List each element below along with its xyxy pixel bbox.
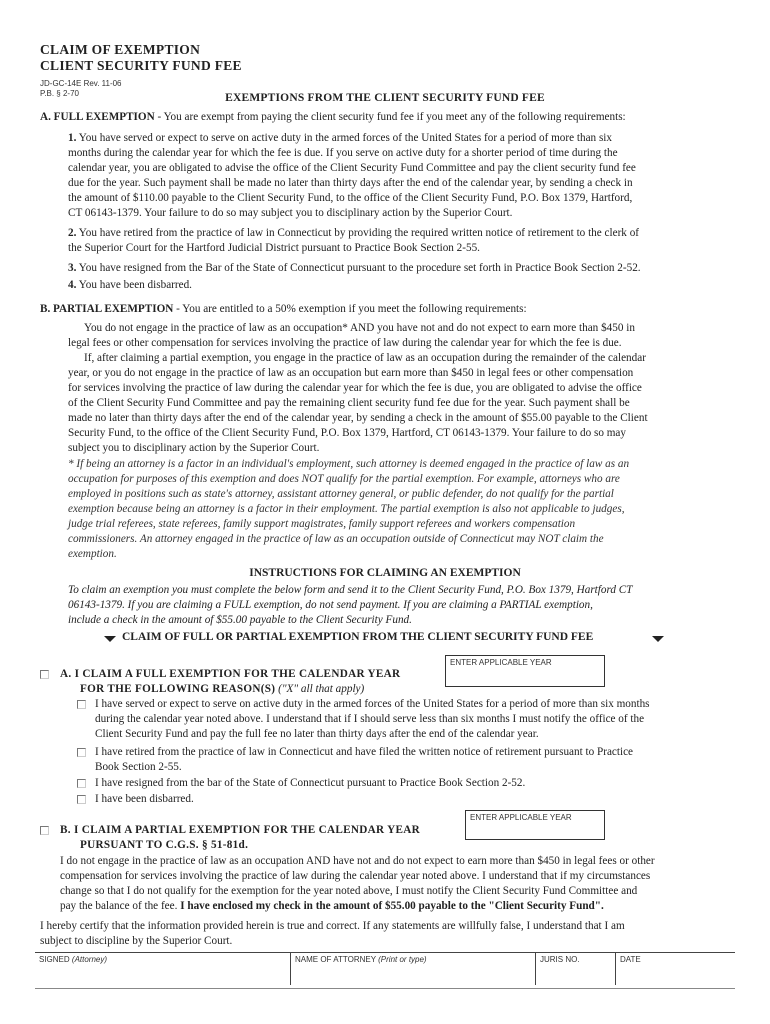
reason-checkbox-active-duty[interactable] — [77, 700, 86, 709]
full-claim-line-1: A. I CLAIM A FULL EXEMPTION FOR THE CALENDAR YEAR — [60, 668, 401, 680]
instructions-text — [68, 583, 758, 628]
para-line: Security Fund, to the office of the Client Security Fund, P.O. Box 1379, Hartford, CT 06143-1379. Your failure to do so may — [68, 427, 626, 439]
signed-note: (Attorney) — [71, 955, 108, 964]
juris-no-field[interactable] — [535, 953, 615, 985]
reason-disbarred: I have been disbarred. — [95, 793, 194, 805]
signed-label: SIGNED — [39, 955, 70, 964]
full-claim-reason-label: FOR THE FOLLOWING REASON(S) — [80, 683, 276, 695]
partial-claim-line-1: B. I CLAIM A PARTIAL EXEMPTION FOR THE CALENDAR YEAR — [60, 824, 420, 836]
item-line: the Superior Court for the Hartford Judicial District pursuant to Practice Book Section 2-55. — [68, 242, 480, 254]
reason-resigned: I have resigned from the bar of the State of Connecticut pursuant to Practice Book Section 2-52. — [95, 777, 526, 789]
item-line: calendar year, you are obligated to advise the office of the Client Security Fund Committee and pay the client security fund fee — [68, 162, 636, 174]
para-line: year, or you do not engage in the practice of law as an occupation but earn more than $450 in legal fees or other compensation — [68, 367, 634, 379]
item-number: 4. — [68, 279, 77, 291]
bottom-rule — [35, 988, 735, 989]
item-line: CT 06143-1379. Your failure to do so may subject you to disciplinary action by the Superior Court. — [68, 207, 513, 219]
triangle-down-icon — [104, 636, 116, 642]
partial-claim-text — [60, 854, 760, 914]
para-line: for services involving the practice of law during the calendar year for which the fee is due, you are obligated to advise the office — [68, 382, 642, 394]
year-input-full[interactable] — [445, 655, 605, 687]
partial-claim-payment-statement: I have enclosed my check in the amount of $55.00 payable to the "Client Security Fund". — [180, 900, 604, 912]
para-line: subject you to disciplinary action by the Superior Court. — [68, 442, 320, 454]
reason-line: I have retired from the practice of law in Connecticut and have filed the written notice of retirement pursuant to Practice — [95, 746, 634, 758]
para-line: of the Client Security Fund Committee and pay the remaining client security fund fee due for the year. Such payment shall be — [68, 397, 630, 409]
partial-exemption-intro: - You are entitled to a 50% exemption if you meet the following requirements: — [173, 303, 527, 315]
form-number: JD-GC-14E Rev. 11-06 — [40, 79, 122, 88]
reason-checkbox-retired[interactable] — [77, 748, 86, 757]
para-line: made no later than thirty days after the end of the calendar year, by sending a check in the amount of $55.00 payable to the Client — [68, 412, 648, 424]
reason-line: Book Section 2-55. — [95, 761, 182, 773]
footnote-line: occupation for purposes of this exemption and does NOT qualify for the partial exemption. For example, attorneys who are — [68, 473, 620, 485]
certification-line: I hereby certify that the information provided herein is true and correct. If any statements are willfully false, I understand that I am — [40, 920, 625, 932]
title-line-1: CLAIM OF EXEMPTION — [40, 42, 201, 57]
signature-row — [35, 952, 735, 989]
partial-exemption-checkbox[interactable] — [40, 826, 49, 835]
partial-para-2-first — [84, 351, 764, 366]
full-exemption-item-2 — [68, 226, 758, 256]
footnote-line: employed in positions such as state's attorney, assistant attorney general, or public defender, do not qualify for the partial — [68, 488, 614, 500]
full-exemption-item-3 — [68, 261, 758, 276]
full-exemption-label: A. FULL EXEMPTION — [40, 111, 155, 123]
partial-claim-line: I do not engage in the practice of law as an occupation AND have not and do not expect to earn more than $450 in legal fees or other — [60, 855, 655, 867]
full-exemption-intro: - You are exempt from paying the client security fund fee if you meet any of the following requirements: — [154, 111, 626, 123]
reason-line: Client Security Fund and pay the full fee no later than thirty days after the end of the calendar year. — [95, 728, 539, 740]
item-line: You have resigned from the Bar of the State of Connecticut pursuant to the procedure set forth in Practice Book Section 2-52. — [78, 262, 641, 274]
partial-claim-line: change so that I do not qualify for the exemption for the year noted above, I must notify the Client Security Fund Committee and — [60, 885, 638, 897]
triangle-down-icon — [652, 636, 664, 642]
year-box-label: ENTER APPLICABLE YEAR — [470, 813, 572, 822]
claim-heading: CLAIM OF FULL OR PARTIAL EXEMPTION FROM THE CLIENT SECURITY FUND FEE — [122, 631, 594, 643]
partial-para-1-rest — [68, 336, 758, 351]
signed-field[interactable] — [35, 953, 290, 985]
reason-active-duty — [95, 697, 755, 742]
footnote-line: * If being an attorney is a factor in an individual's employment, such attorney is deemed engaged in the practice of law as an — [68, 458, 630, 470]
full-exemption-item-1-cont — [68, 146, 758, 221]
full-exemption-item-1 — [68, 131, 748, 146]
para-line: You do not engage in the practice of law as an occupation* AND you have not and do not expect to earn more than $450 in — [84, 322, 635, 334]
item-number: 2. — [68, 227, 77, 239]
instructions-line: To claim an exemption you must complete the below form and send it to the Client Security Fund, P.O. Box 1379, Hartford CT — [68, 584, 633, 596]
item-line: You have served or expect to serve on active duty in the armed forces of the United States for a period of more than six — [78, 132, 612, 144]
attorney-name-label: NAME OF ATTORNEY — [295, 955, 376, 964]
item-line: You have retired from the practice of law in Connecticut by providing the required written notice of retirement to the clerk of — [78, 227, 640, 239]
title-line-2: CLIENT SECURITY FUND FEE — [40, 58, 242, 73]
form-title — [40, 42, 242, 74]
footnote-line: judge trial referees, state referees, family support magistrates, family support referees and workers compensation — [68, 518, 576, 530]
certification-text — [40, 919, 760, 949]
item-line: months during the calendar year for which the fee is due. If you serve on active duty for a shorter period of time during the — [68, 147, 618, 159]
item-line: the amount of $110.00 payable to the Client Security Fund, to the office of the Client Security Fund, P.O. Box 1379, Hartford, — [68, 192, 633, 204]
partial-footnote — [68, 457, 758, 562]
item-number: 3. — [68, 262, 77, 274]
date-label: DATE — [620, 955, 641, 964]
para-line: If, after claiming a partial exemption, you engage in the practice of law as an occupation during the remainder of the calendar — [84, 352, 646, 364]
year-box-label: ENTER APPLICABLE YEAR — [450, 658, 552, 667]
full-exemption-item-4 — [68, 278, 758, 293]
item-number: 1. — [68, 132, 77, 144]
reason-line: I have served or expect to serve on active duty in the armed forces of the United States for a period of more than six months — [95, 698, 650, 710]
full-claim-note: ("X" all that apply) — [275, 683, 365, 695]
partial-para-1-first — [84, 321, 764, 336]
full-exemption-checkbox[interactable] — [40, 670, 49, 679]
footnote-line: exemption. — [68, 548, 117, 560]
certification-line: subject to discipline by the Superior Court. — [40, 935, 233, 947]
statute-reference: P.B. § 2-70 — [40, 89, 79, 98]
instructions-line: include a check in the amount of $55.00 payable to the Client Security Fund. — [68, 614, 412, 626]
reason-checkbox-resigned[interactable] — [77, 779, 86, 788]
footnote-line: commissioners. An attorney engaged in the practice of law as an occupation outside of Connecticut may NOT claim the — [68, 533, 604, 545]
reason-checkbox-disbarred[interactable] — [77, 795, 86, 804]
para-line: legal fees or other compensation for services involving the practice of law during the calendar year for which the fee is due. — [68, 337, 622, 349]
item-line: You have been disbarred. — [78, 279, 192, 291]
instructions-heading: INSTRUCTIONS FOR CLAIMING AN EXEMPTION — [249, 567, 521, 579]
instructions-line: 06143-1379. If you are claiming a FULL exemption, do not send payment. If you are claiming a PARTIAL exemption, — [68, 599, 593, 611]
partial-para-2-rest — [68, 366, 758, 456]
partial-exemption-label: B. PARTIAL EXEMPTION — [40, 303, 174, 315]
full-claim-line-2 — [80, 682, 364, 697]
date-field[interactable] — [615, 953, 735, 985]
reason-retired — [95, 745, 755, 775]
item-line: due for the year. Such payment shall be made no later than thirty days after the end of the calendar year, by sending a check in — [68, 177, 633, 189]
footnote-line: exemption because being an attorney is a factor in their employment. The partial exemption is also not applicable to judges, — [68, 503, 625, 515]
attorney-name-field[interactable] — [290, 953, 535, 985]
main-heading: EXEMPTIONS FROM THE CLIENT SECURITY FUND FEE — [225, 92, 545, 104]
partial-claim-line: pay the balance of the fee. — [60, 900, 181, 912]
full-exemption-heading — [40, 110, 626, 125]
partial-exemption-heading — [40, 302, 527, 317]
attorney-name-note: (Print or type) — [378, 955, 427, 964]
juris-no-label: JURIS NO. — [540, 955, 580, 964]
partial-claim-line: compensation for services involving the practice of law during the calendar year noted above. I understand that if my circumstances — [60, 870, 651, 882]
partial-claim-line-2: PURSUANT TO C.G.S. § 51-81d. — [80, 839, 249, 851]
year-input-partial[interactable] — [465, 810, 605, 840]
reason-line: during the calendar year noted above. I understand that if I should serve less than six months I must notify the office of the — [95, 713, 645, 725]
